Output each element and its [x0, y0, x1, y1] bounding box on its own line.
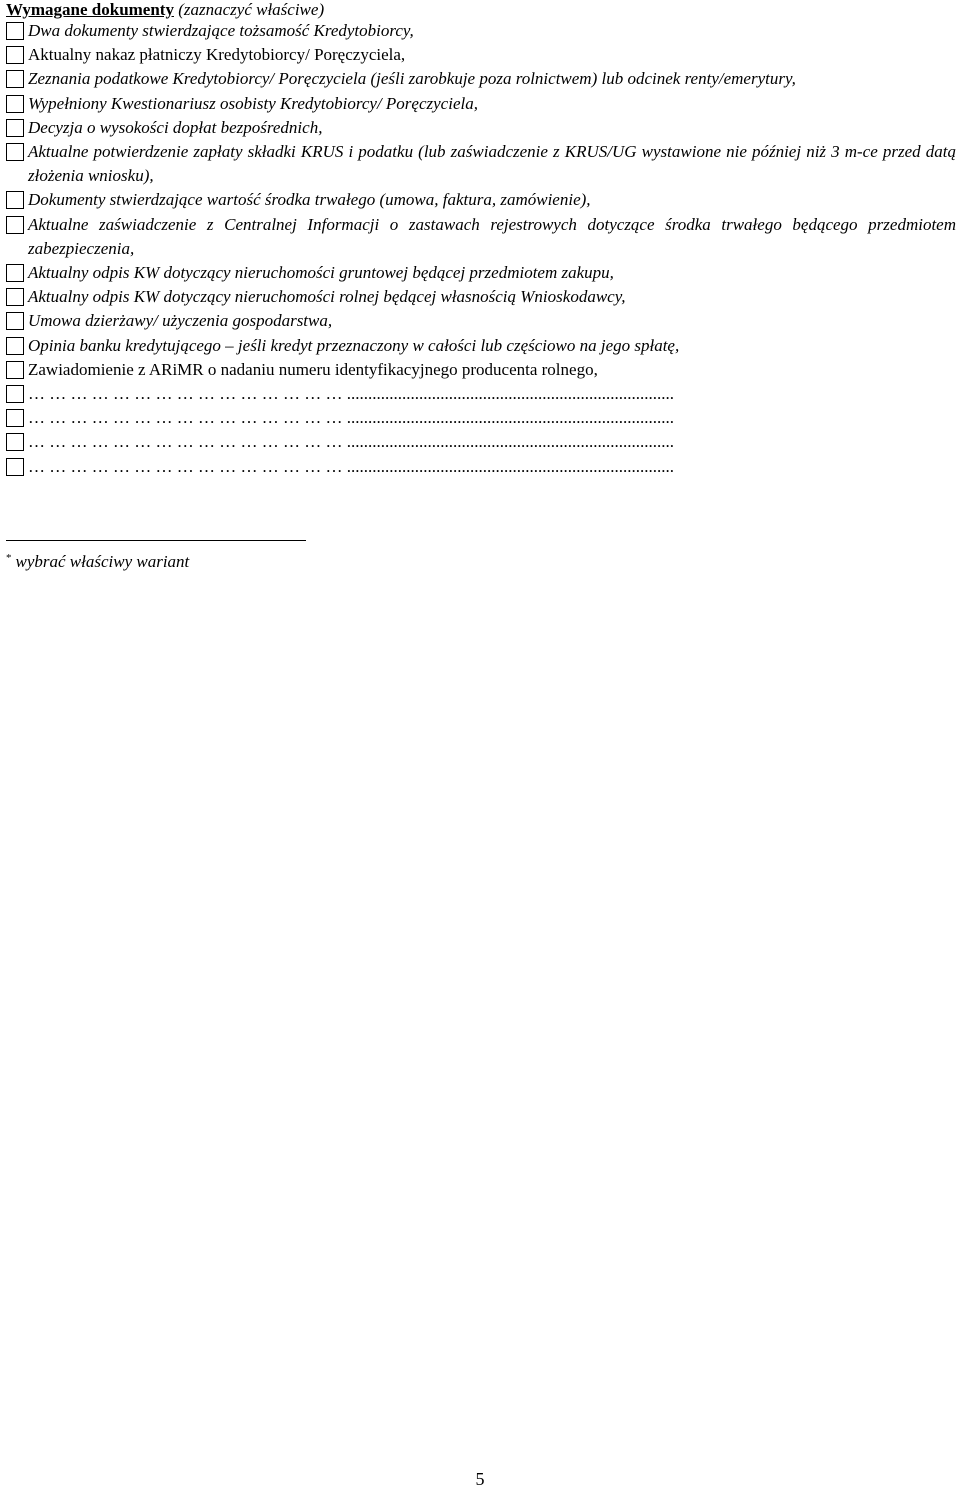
document-item-label: Aktualny nakaz płatniczy Kredytobiorcy/ Poręczyciela, — [28, 45, 406, 65]
checkbox[interactable] — [6, 312, 24, 330]
document-item-label: … … … … … … … … … … … … … … … ............................................................................. — [28, 384, 674, 404]
blank-document-line — [6, 406, 956, 430]
document-item — [6, 285, 956, 309]
document-item-label: Umowa dzierżawy/ użyczenia gospodarstwa, — [28, 311, 333, 331]
document-item — [6, 334, 956, 358]
document-item — [6, 188, 956, 212]
document-item — [6, 213, 956, 261]
footnote-separator — [6, 540, 306, 541]
heading-note: (zaznaczyć właściwe) — [178, 0, 325, 19]
checkbox[interactable] — [6, 433, 24, 451]
document-item — [6, 309, 956, 333]
document-item-label: … … … … … … … … … … … … … … … ............................................................................. — [28, 456, 674, 476]
checkbox[interactable] — [6, 143, 24, 161]
heading-title: Wymagane dokumenty — [6, 0, 174, 19]
checkbox[interactable] — [6, 70, 24, 88]
checkbox[interactable] — [6, 119, 24, 137]
document-item — [6, 92, 956, 116]
blank-document-line — [6, 430, 956, 454]
document-checklist — [6, 19, 956, 479]
footnote-text: wybrać właściwy wariant — [15, 552, 190, 571]
document-item — [6, 261, 956, 285]
footnote — [6, 551, 189, 573]
document-item — [6, 43, 956, 67]
footnote-mark: * — [6, 552, 12, 564]
document-item-label: Aktualny odpis KW dotyczący nieruchomości gruntowej będącej przedmiotem zakupu, — [28, 263, 614, 283]
checkbox[interactable] — [6, 337, 24, 355]
document-item — [6, 140, 956, 188]
document-item-label: … … … … … … … … … … … … … … … ............................................................................. — [28, 432, 674, 452]
document-item-label: Dwa dokumenty stwierdzające tożsamość Kredytobiorcy, — [28, 21, 414, 40]
document-item-label: Decyzja o wysokości dopłat bezpośrednich, — [28, 117, 323, 137]
section-heading — [6, 0, 324, 20]
document-item-label: Aktualne potwierdzenie zapłaty składki KRUS i podatku (lub zaświadczenie z KRUS/UG wystawione nie później niż 3 m-ce przed datą złożenia wniosku), — [28, 142, 956, 186]
document-item-label: Aktualny odpis KW dotyczący nieruchomości rolnej będącej własnością Wnioskodawcy, — [28, 287, 626, 307]
checkbox[interactable] — [6, 264, 24, 282]
checkbox[interactable] — [6, 216, 24, 234]
document-item-label: Zawiadomienie z ARiMR o nadaniu numeru identyfikacyjnego producenta rolnego, — [28, 359, 598, 379]
blank-document-line — [6, 382, 956, 406]
document-item — [6, 116, 956, 140]
checkbox[interactable] — [6, 22, 24, 40]
checkbox[interactable] — [6, 191, 24, 209]
document-item-label: Dokumenty stwierdzające wartość środka trwałego (umowa, faktura, zamówienie), — [28, 190, 591, 210]
document-item-label: Aktualne zaświadczenie z Centralnej Informacji o zastawach rejestrowych dotyczące środka trwałego będącego przedmiotem zabezpieczenia, — [28, 214, 956, 258]
document-item-label: … … … … … … … … … … … … … … … ............................................................................. — [28, 408, 674, 428]
checkbox[interactable] — [6, 95, 24, 113]
checkbox[interactable] — [6, 385, 24, 403]
document-item-label: Opinia banku kredytującego – jeśli kredyt przeznaczony w całości lub częściowo na jego spłatę, — [28, 335, 680, 355]
checkbox[interactable] — [6, 409, 24, 427]
document-item — [6, 19, 956, 43]
checkbox[interactable] — [6, 361, 24, 379]
document-item-label: Wypełniony Kwestionariusz osobisty Kredytobiorcy/ Poręczyciela, — [28, 93, 478, 113]
checkbox[interactable] — [6, 458, 24, 476]
document-item — [6, 67, 956, 91]
page-number: 5 — [475, 1469, 485, 1489]
checkbox[interactable] — [6, 46, 24, 64]
document-item — [6, 358, 956, 382]
document-item-label: Zeznania podatkowe Kredytobiorcy/ Poręczyciela (jeśli zarobkuje poza rolnictwem) lub odcinek renty/emerytury, — [28, 69, 796, 89]
checkbox[interactable] — [6, 288, 24, 306]
blank-document-line — [6, 455, 956, 479]
